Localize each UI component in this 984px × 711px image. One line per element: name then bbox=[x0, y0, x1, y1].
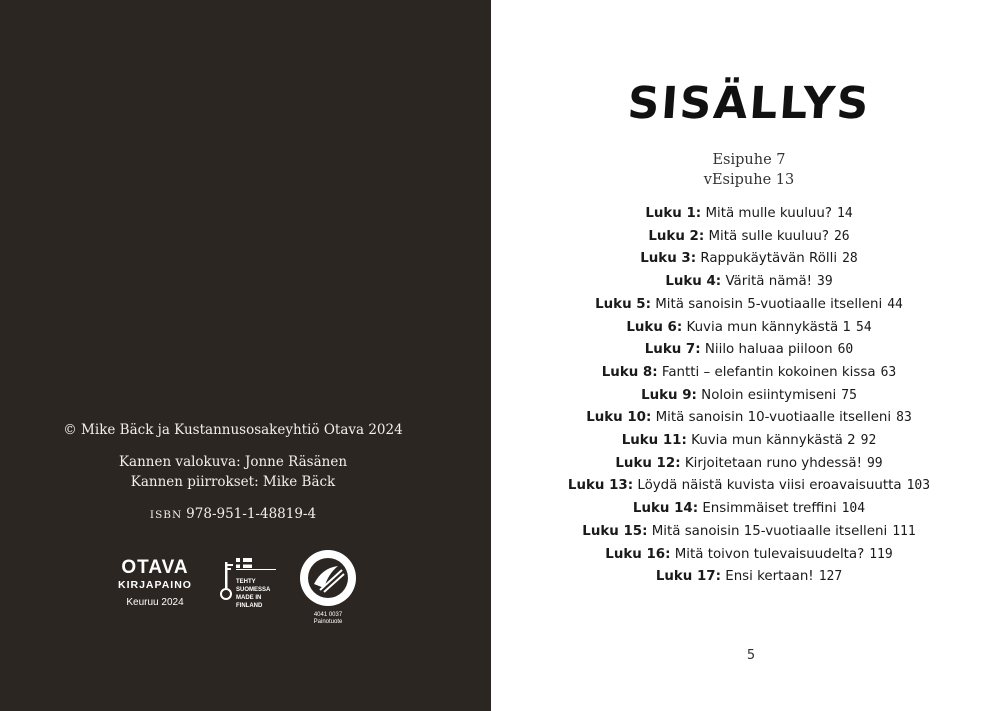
chapter-title: Mitä sanoisin 5-vuotiaalle itselleni bbox=[655, 296, 883, 312]
chapter-title: Mitä sanoisin 15-vuotiaalle itselleni bbox=[651, 523, 888, 539]
chapter-page: 92 bbox=[860, 433, 877, 449]
chapter-title: Noloin esiintymiseni bbox=[701, 387, 837, 403]
toc-entry bbox=[491, 566, 984, 589]
swan-ecolabel bbox=[298, 548, 358, 628]
chapter-number: Luku 7: bbox=[644, 342, 701, 358]
chapter-title: Kirjoitetaan runo yhdessä! bbox=[684, 455, 862, 471]
right-page bbox=[491, 0, 984, 711]
foreword-entry: vEsipuhe 13 bbox=[703, 172, 795, 188]
toc-entry bbox=[491, 407, 984, 430]
toc-entry bbox=[491, 362, 984, 385]
chapter-page: 119 bbox=[869, 546, 893, 562]
chapter-number: Luku 3: bbox=[640, 251, 697, 267]
toc-entry bbox=[491, 294, 984, 317]
chapter-page: 63 bbox=[880, 364, 897, 380]
colophon bbox=[0, 420, 466, 525]
chapter-title: Löydä näistä kuvista viisi eroavaisuutta bbox=[637, 478, 902, 494]
chapter-page: 60 bbox=[837, 342, 854, 358]
toc-entry bbox=[491, 521, 984, 544]
chapter-number: Luku 10: bbox=[586, 410, 652, 426]
foreword-entry: Esipuhe 7 bbox=[712, 152, 786, 168]
cover-drawings-credit: Kannen piirrokset: Mike Bäck bbox=[130, 474, 336, 490]
chapter-title: Mitä toivon tulevaisuudelta? bbox=[674, 546, 865, 562]
toc-title: SISÄLLYS bbox=[625, 78, 873, 129]
chapter-title: Ensi kertaan! bbox=[725, 569, 814, 585]
print-place: Keuruu 2024 bbox=[126, 597, 184, 608]
toc-entry bbox=[491, 203, 984, 226]
left-page bbox=[0, 0, 491, 711]
toc-entry bbox=[491, 430, 984, 453]
chapter-title: Mitä sulle kuuluu? bbox=[708, 228, 829, 244]
chapter-title: Mitä mulle kuuluu? bbox=[705, 206, 833, 221]
chapter-title: Väritä nämä! bbox=[725, 274, 813, 290]
toc-entry bbox=[491, 475, 984, 498]
chapter-number: Luku 4: bbox=[665, 274, 722, 290]
chapter-page: 54 bbox=[856, 319, 872, 335]
chapter-number: Luku 8: bbox=[601, 364, 658, 380]
otava-name: OTAVA bbox=[121, 557, 189, 578]
toc-entry bbox=[491, 248, 984, 271]
chapter-page: 104 bbox=[841, 501, 866, 517]
otava-logo bbox=[110, 558, 200, 612]
chapter-title: Rappukäytävän Rölli bbox=[700, 251, 838, 267]
toc-entry bbox=[491, 544, 984, 567]
page-number: 5 bbox=[746, 648, 756, 663]
chapter-number: Luku 9: bbox=[641, 387, 697, 403]
chapter-page: 28 bbox=[842, 251, 858, 267]
made-in-finland-logo bbox=[216, 554, 286, 610]
cover-photo-credit: Kannen valokuva: Jonne Räsänen bbox=[118, 454, 348, 470]
chapter-number: Luku 2: bbox=[648, 228, 705, 244]
chapter-title: Fantti – elefantin kokoinen kissa bbox=[661, 364, 876, 380]
toc-entry bbox=[491, 317, 984, 340]
isbn-value: 978-951-1-48819-4 bbox=[186, 506, 317, 522]
chapter-number: Luku 1: bbox=[645, 206, 702, 221]
chapter-page: 83 bbox=[896, 410, 912, 426]
chapter-title: Kuvia mun kännykästä 2 bbox=[691, 433, 856, 449]
chapter-page: 26 bbox=[833, 228, 850, 244]
otava-sub: KIRJAPAINO bbox=[118, 579, 192, 591]
chapter-number: Luku 15: bbox=[582, 523, 648, 539]
chapter-number: Luku 5: bbox=[595, 296, 651, 312]
chapter-page: 14 bbox=[837, 206, 853, 221]
chapter-number: Luku 13: bbox=[567, 478, 634, 494]
chapter-page: 39 bbox=[817, 274, 833, 290]
chapter-page: 127 bbox=[818, 569, 843, 585]
chapter-page: 44 bbox=[887, 296, 903, 312]
isbn-label: ISBN bbox=[149, 509, 183, 521]
toc-entry bbox=[491, 226, 984, 249]
toc-entry bbox=[491, 385, 984, 408]
chapter-title: Kuvia mun kännykästä 1 bbox=[686, 319, 851, 335]
isbn-line bbox=[0, 504, 466, 525]
chapter-title: Ensimmäiset treffini bbox=[702, 501, 837, 517]
printer-logos bbox=[96, 548, 376, 628]
chapter-number: Luku 17: bbox=[655, 569, 721, 585]
chapter-title: Mitä sanoisin 10-vuotiaalle itselleni bbox=[655, 410, 892, 426]
copyright-line: © Mike Bäck ja Kustannusosakeyhtiö Otava 2024 bbox=[63, 422, 403, 438]
made-in-finland-text: TEHTY SUOMESSA MADE IN FINLAND bbox=[236, 579, 271, 609]
chapter-number: Luku 12: bbox=[615, 455, 681, 471]
toc-list bbox=[491, 203, 984, 589]
swan-code bbox=[298, 612, 358, 626]
foreword-list bbox=[491, 150, 984, 190]
toc-entry bbox=[491, 339, 984, 362]
chapter-number: Luku 6: bbox=[626, 319, 683, 335]
swan-icon bbox=[298, 548, 358, 610]
chapter-number: Luku 14: bbox=[632, 501, 699, 517]
chapter-number: Luku 16: bbox=[605, 546, 671, 562]
toc-entry bbox=[491, 271, 984, 294]
swan-code-sub: Painotuote bbox=[313, 619, 343, 625]
chapter-page: 75 bbox=[841, 387, 857, 403]
chapter-page: 99 bbox=[866, 455, 883, 471]
chapter-page: 103 bbox=[906, 478, 931, 494]
chapter-number: Luku 11: bbox=[621, 433, 687, 449]
chapter-title: Niilo haluaa piiloon bbox=[704, 342, 833, 358]
chapter-page: 111 bbox=[892, 523, 916, 539]
toc-entry bbox=[491, 498, 984, 521]
toc-entry bbox=[491, 453, 984, 476]
swan-code-number: 4041 0037 bbox=[313, 612, 343, 618]
